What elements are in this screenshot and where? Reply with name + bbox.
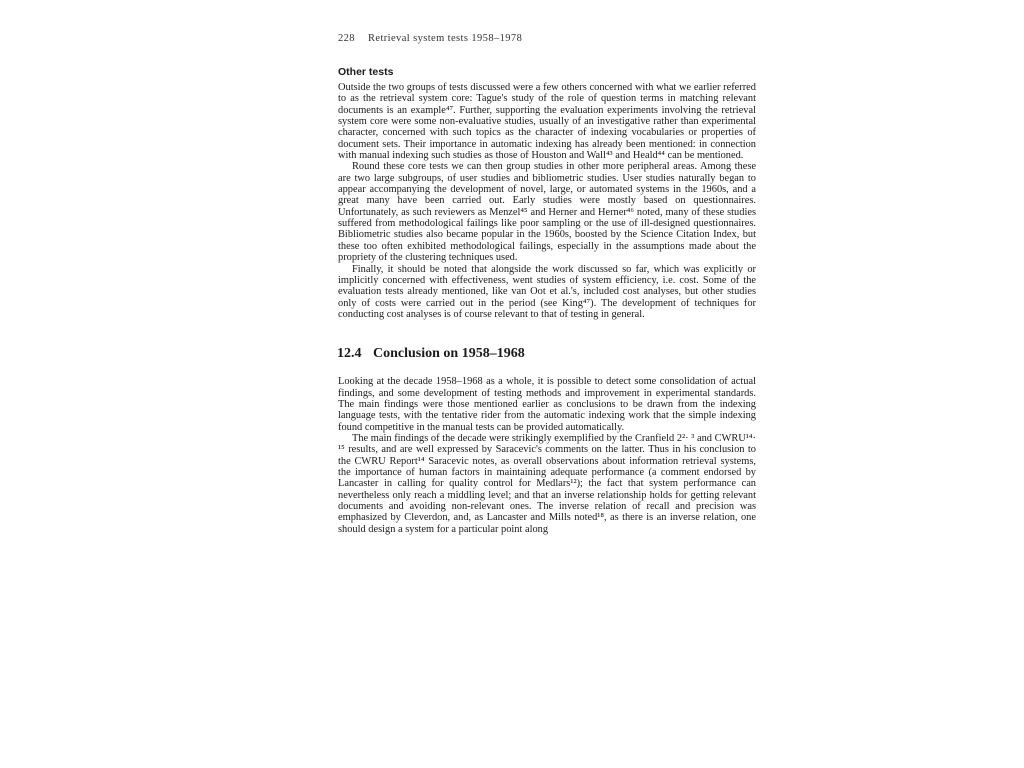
paragraph: Finally, it should be noted that alongside the work discussed so far, which was explicitly or implicitly concerned with effectiveness, went studies of system efficiency, i.e. cost. Some of the evaluation tests already mentioned, like van Oot et al.'s, included cost analyses, but other studies only of costs were carried out in the period (see King⁴⁷). The development of techniques for conducting cost analyses is of course relevant to that of testing in general. xyxy=(338,263,756,320)
page-number: 228 xyxy=(338,33,355,44)
running-head-title: Retrieval system tests 1958–1978 xyxy=(367,33,523,44)
book-page xyxy=(338,33,756,535)
section-number: 12.4 xyxy=(337,346,362,362)
paragraph: Looking at the decade 1958–1968 as a whole, it is possible to detect some consolidation of actual findings, and some development of testing methods and improvement in experimental standards. The main findings were those mentioned earlier as conclusions to be drawn from the indexing language tests, with the tentative rider from the automatic indexing work that the simple indexing found competitive in the manual tests can be provided automatically. xyxy=(338,376,756,433)
paragraph: Outside the two groups of tests discussed were a few others concerned with what we earlier referred to as the retrieval system core: Tague's study of the role of question terms in matching relevant documents is an example⁴⁷. Further, supporting the evaluation experiments involving the retrieval system core were some non-evaluative studies, usually of an investigative rather than experimental character, concerned with such topics as the character of indexing vocabularies or properties of document sets. Their importance in automatic indexing has already been mentioned: in connection with manual indexing such studies as those of Houston and Wall⁴³ and Heald⁴⁴ can be mentioned. xyxy=(338,82,756,162)
paragraph: Round these core tests we can then group studies in other more peripheral areas. Among these are two large subgroups, of user studies and bibliometric studies. User studies naturally began to appear accompanying the development of novel, large, or automated systems in the 1960s, and a great many have been carried out. Early studies were mostly based on questionnaires. Unfortunately, as such reviewers as Menzel⁴⁵ and Herner and Herner⁴⁶ noted, many of these studies suffered from methodological failings like poor sampling or the use of ill-designed questionnaires. Bibliometric studies also became popular in the 1960s, boosted by the Science Citation Index, but these too often exhibited methodological failings, especially in the assumptions made about the propriety of the clustering techniques used. xyxy=(338,161,756,264)
paragraph: The main findings of the decade were strikingly exemplified by the Cranfield 2²· ³ and CWRU¹⁴· ¹⁵ results, and are well expressed by Saracevic's comments on the latter. Thus in his conclusion to the CWRU Report¹⁴ Saracevic notes, as overall observations about information retrieval systems, the importance of human factors in maintaining adequate performance (a comment endorsed by Lancaster in calling for quality control for Medlars¹²); the fact that system performance can nevertheless only reach a middling level; and that an inverse relationship holds for getting relevant documents and avoiding non-relevant ones. The inverse relation of recall and precision was emphasized by Cleverdon, and, as Lancaster and Mills noted¹⁸, as there is an inverse relation, one should design a system for a particular point along xyxy=(338,432,756,535)
section-title-text: Conclusion on 1958–1968 xyxy=(373,346,525,362)
running-head xyxy=(338,33,756,49)
section-title xyxy=(337,346,756,362)
subsection-heading: Other tests xyxy=(338,66,394,78)
